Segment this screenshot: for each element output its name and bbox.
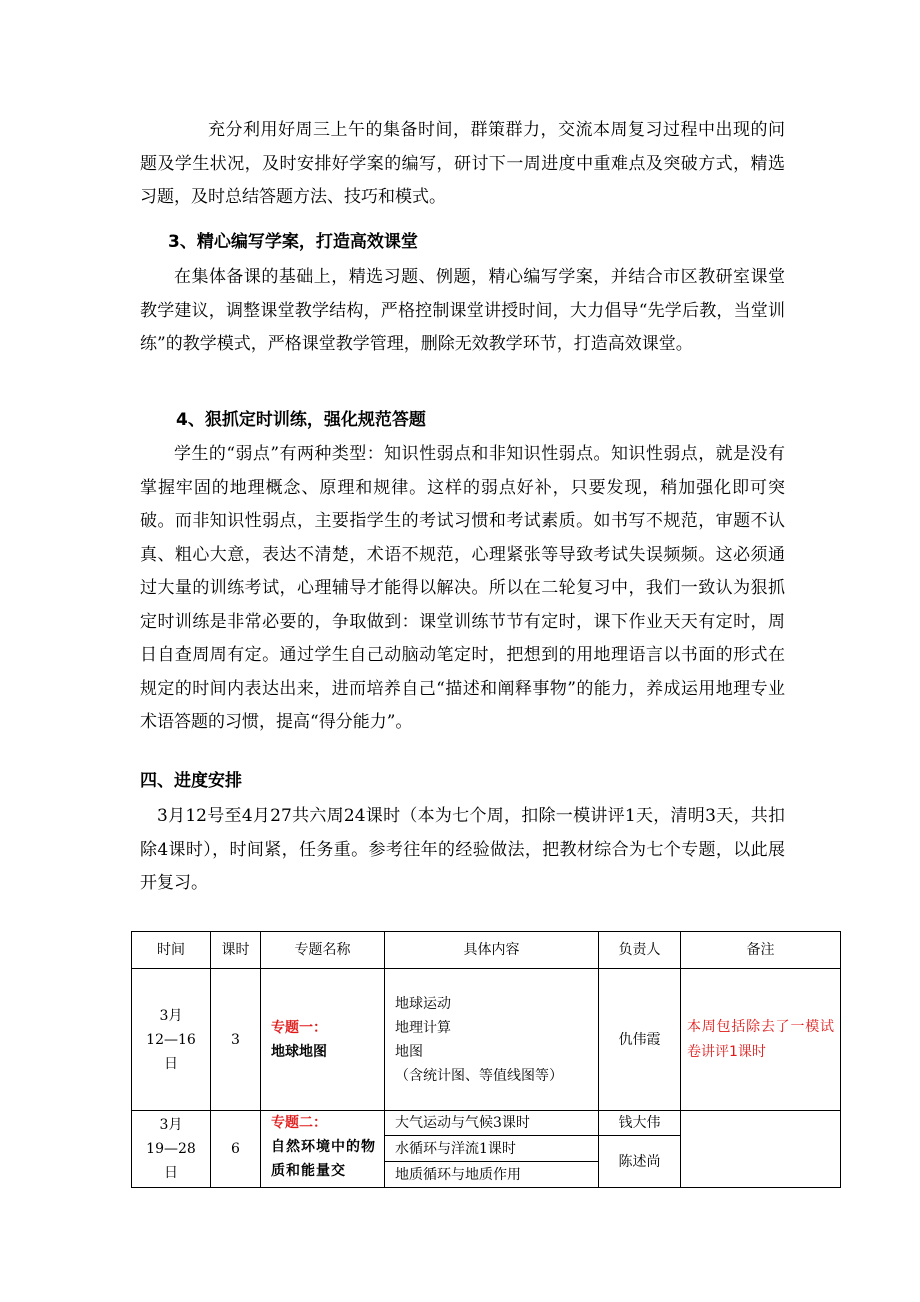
- paragraph-timed-training: 学生的“弱点”有两种类型：知识性弱点和非知识性弱点。知识性弱点，就是没有掌握牢固的地理概念、原理和规律。这样的弱点好补，只要发现，稍加强化即可突破。而非知识性弱点，主要指学生的考试习惯和考试素质。如书写不规范，审题不认真、粗心大意，表达不清楚，术语不规范，心理紧张等导致考试失误频频。这必须通过大量的训练考试，心理辅导才能得以解决。所以在二轮复习中，我们一致认为狠抓定时训练是非常必要的，争取做到：课堂训练节节有定时，课下作业天天有定时，周日自查周周有定。通过学生自己动脑动笔定时，把想到的用地理语言以书面的形式在规定的时间内表达出来，进而培养自己“描述和阐释事物”的能力，养成运用地理专业术语答题的习惯，提高“得分能力”。: [140, 444, 785, 732]
- header-topic: 专题名称: [261, 932, 385, 969]
- row1-time: [132, 969, 211, 1111]
- row2-content-3: 地质循环与地质作用: [385, 1162, 599, 1188]
- header-remark: 备注: [681, 932, 841, 969]
- row1-content: [385, 969, 599, 1111]
- content-item: 地理计算: [395, 1019, 451, 1036]
- row2-owner-a: 钱大伟: [599, 1111, 681, 1136]
- heading-timed-training: 4、狠抓定时训练，强化规范答题: [176, 410, 426, 430]
- row1-time-line: 12—16: [146, 1031, 196, 1048]
- header-time: 时间: [132, 932, 211, 969]
- row1-time-line: 日: [164, 1055, 178, 1072]
- table-row: [132, 969, 841, 1111]
- header-owner: 负责人: [599, 932, 681, 969]
- content-item: 地球运动: [395, 995, 451, 1012]
- heading-schedule: 四、进度安排: [140, 771, 242, 791]
- row2-content-1: 大气运动与气候3课时: [385, 1111, 599, 1136]
- row2-time-line: 19—28: [146, 1141, 196, 1157]
- paragraph-collective-prep: 充分利用好周三上午的集备时间，群策群力，交流本周复习过程中出现的问题及学生状况，及时安排好学案的编写，研讨下一周进度中重难点及突破方式，精选习题，及时总结答题方法、技巧和模式。: [140, 120, 785, 207]
- header-content: 具体内容: [385, 932, 599, 969]
- row2-time-line: 3月: [159, 1117, 183, 1133]
- table-header-row: [132, 932, 841, 969]
- paragraph-schedule-intro: 3月12号至4月27共六周24课时（本为七个周，扣除一模讲评1天，清明3天，共扣除4课时），时间紧，任务重。参考往年的经验做法，把教材综合为七个专题，以此展开复习。: [140, 806, 785, 893]
- row2-owner-b: 陈述尚: [599, 1136, 681, 1188]
- row1-owner: 仇伟霞: [599, 969, 681, 1111]
- row2-time: [132, 1111, 211, 1188]
- table-row: [132, 1111, 841, 1136]
- paragraph-lesson-plans: 在集体备课的基础上，精选习题、例题，精心编写学案，并结合市区教研室课堂教学建议，调整课堂教学结构，严格控制课堂讲授时间，大力倡导“先学后教，当堂训练”的教学模式，严格课堂教学管理，删除无效教学环节，打造高效课堂。: [140, 267, 785, 354]
- content-item: （含统计图、等值线图等）: [395, 1067, 563, 1084]
- row1-topic-label: 专题一：: [271, 1019, 327, 1036]
- row1-topic: [261, 969, 385, 1111]
- header-hours: 课时: [211, 932, 261, 969]
- content-item: 地图: [395, 1043, 423, 1060]
- row2-topic-name: 自然环境中的物质和能量交: [271, 1139, 376, 1179]
- schedule-table: [131, 931, 841, 1188]
- row1-time-line: 3月: [159, 1007, 183, 1024]
- row2-topic: [261, 1111, 385, 1188]
- row2-remark: [681, 1111, 841, 1188]
- row2-hours: 6: [211, 1111, 261, 1188]
- row2-content-2: 水循环与洋流1课时: [385, 1136, 599, 1162]
- heading-lesson-plans: 3、精心编写学案，打造高效课堂: [168, 232, 418, 252]
- row1-remark: 本周包括除去了一模试卷讲评1课时: [681, 969, 841, 1111]
- row2-topic-label: 专题二：: [271, 1115, 327, 1131]
- row2-time-line: 日: [164, 1165, 178, 1181]
- row1-topic-name: 地球地图: [271, 1043, 327, 1060]
- row1-hours: 3: [211, 969, 261, 1111]
